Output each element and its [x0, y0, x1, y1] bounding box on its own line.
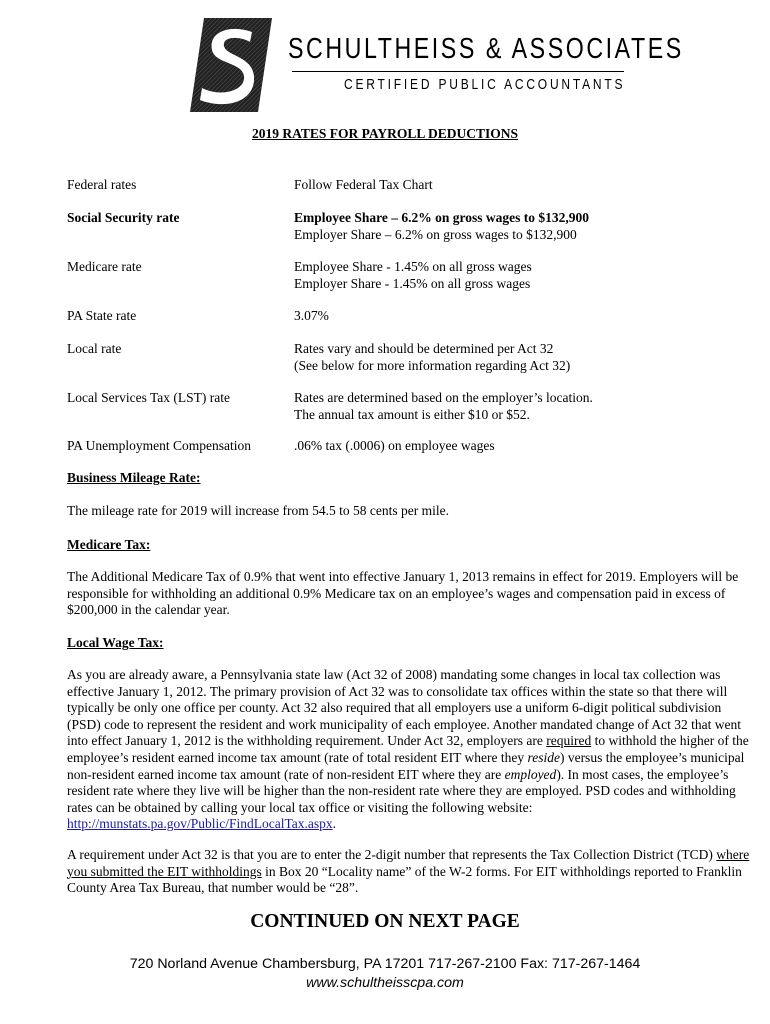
local-wage-tax-heading: Local Wage Tax:: [67, 635, 164, 650]
footer-website[interactable]: www.schultheisscpa.com: [306, 975, 464, 991]
paragraph-text: ). In most cases, the employee’s resident rate where they live will be higher than the non-resident rate where they are employed. PSD codes and withholding rates can be obtained by calling your local tax office or visiting the following website:: [67, 766, 736, 815]
company-subtitle: CERTIFIED PUBLIC ACCOUNTANTS: [344, 76, 626, 93]
rate-value: .06% tax (.0006) on employee wages: [294, 438, 495, 453]
mileage-text: The mileage rate for 2019 will increase from 54.5 to 58 cents per mile.: [67, 503, 449, 518]
continued-notice: CONTINUED ON NEXT PAGE: [250, 911, 520, 932]
paragraph-text: ) versus the employee’s municipal non-resident earned income tax amount (rate of non-resident EIT where they are: [67, 749, 745, 782]
company-logo-icon: [190, 18, 272, 112]
rate-value-2: Employer Share – 6.2% on gross wages to $132,900: [294, 227, 577, 242]
rate-value: Rates vary and should be determined per Act 32: [294, 341, 554, 356]
rate-value: Follow Federal Tax Chart: [294, 177, 433, 192]
rate-label: Social Security rate: [67, 210, 180, 225]
emphasis-employed: employed: [504, 766, 557, 782]
rate-label: Local rate: [67, 341, 122, 356]
rate-label: Local Services Tax (LST) rate: [67, 390, 230, 405]
paragraph-text: A requirement under Act 32 is that you are to enter the 2-digit number that represents the Tax Collection District (TCD): [67, 847, 717, 862]
local-wage-tax-paragraph-2: [67, 847, 755, 897]
paragraph-text: in Box 20 “Locality name” of the W-2 forms. For EIT withholdings reported to Franklin County Area Tax Bureau, that number would be “28”.: [67, 863, 742, 896]
rate-value: Employee Share - 1.45% on all gross wages: [294, 259, 532, 274]
rate-value-2: Employer Share - 1.45% on all gross wages: [294, 276, 531, 291]
local-wage-tax-paragraph-1: [67, 667, 755, 833]
header-rule: [292, 71, 624, 72]
rate-value: 3.07%: [294, 308, 329, 323]
rate-label: PA Unemployment Compensation: [67, 438, 252, 453]
emphasis-reside: reside: [527, 749, 560, 765]
footer-address: 720 Norland Avenue Chambersburg, PA 17201 717-267-2100 Fax: 717-267-1464: [129, 956, 641, 972]
emphasis-eit-withholdings: where you submitted the EIT withholdings: [67, 847, 750, 879]
medicare-tax-heading: Medicare Tax:: [67, 537, 151, 552]
rate-value-2: The annual tax amount is either $10 or $52.: [294, 407, 530, 422]
medicare-tax-text: The Additional Medicare Tax of 0.9% that went into effective January 1, 2013 remains in effect for 2019. Employers will be responsible for withholding an additional 0.9% Medicare tax on an employee’s wages and compensation paid in excess of $200,000 in the calendar year.: [67, 569, 739, 618]
rate-value: Rates are determined based on the employer’s location.: [294, 390, 593, 405]
document-title: 2019 RATES FOR PAYROLL DEDUCTIONS: [251, 126, 519, 141]
paragraph-text: to withhold the higher of the employee’s resident earned income tax amount (rate of total resident EIT where they: [67, 733, 749, 765]
company-name: SCHULTHEISS & ASSOCIATES: [288, 33, 684, 65]
rate-value: Employee Share – 6.2% on gross wages to $132,900: [294, 210, 590, 225]
paragraph-text: .: [332, 816, 337, 832]
rate-value-2: (See below for more information regarding Act 32): [294, 358, 571, 373]
rate-label: PA State rate: [67, 308, 137, 323]
emphasis-required: required: [546, 733, 592, 749]
find-local-tax-link[interactable]: http://munstats.pa.gov/Public/FindLocalTax.aspx: [67, 816, 333, 832]
rate-label: Federal rates: [67, 177, 137, 192]
paragraph-text: As you are already aware, a Pennsylvania state law (Act 32 of 2008) mandating some changes in local tax collection was effective January 1, 2012. The primary provision of Act 32 was to consolidate tax offices within the state so that there will typically be only one office per county. Act 32 also required that all employers use a uniform 6-digit political subdivision (PSD) code to represent the resident and work municipality of each employee. Another mandated change of Act 32 that went into effect January 1, 2012 is the withholding requirement. Under Act 32, employers are: [67, 667, 742, 749]
rate-label: Medicare rate: [67, 259, 142, 274]
mileage-heading: Business Mileage Rate:: [67, 470, 201, 485]
